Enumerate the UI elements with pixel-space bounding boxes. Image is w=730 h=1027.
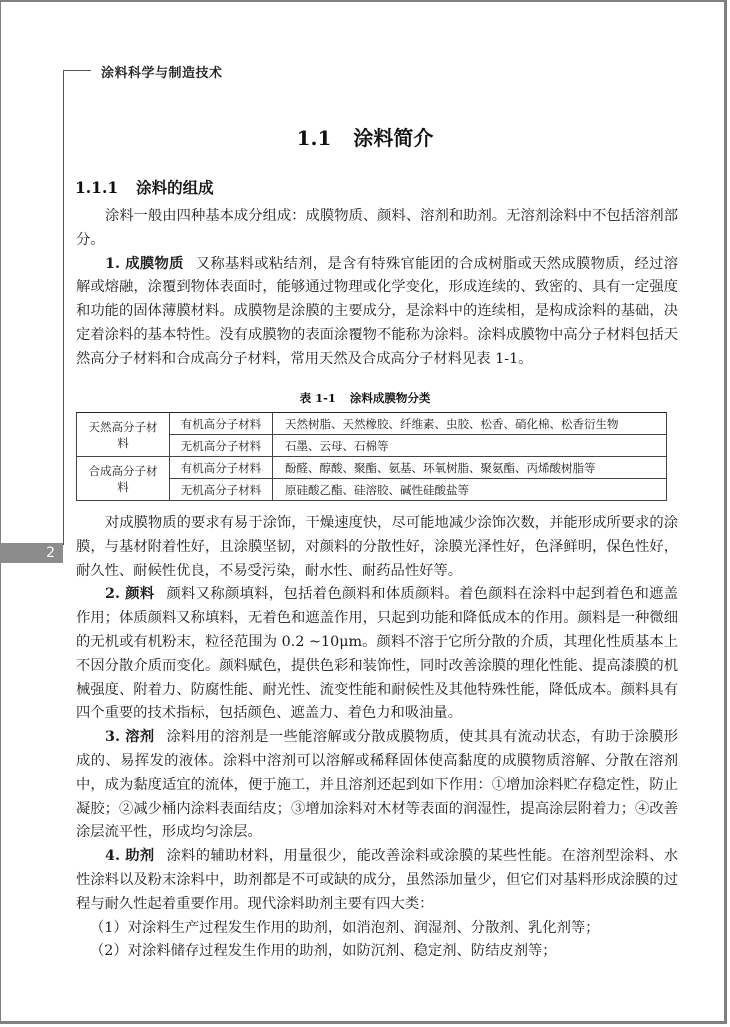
additive-list-item: （2）对涂料储存过程发生作用的助剂，如防沉剂、稳定剂、防结皮剂等； [90, 943, 557, 960]
table-examples-cell: 酚醛、醇酸、聚酯、氨基、环氧树脂、聚氨酯、丙烯酸树脂等 [273, 457, 667, 479]
solvent-heading: 3. 溶剂 [105, 729, 155, 746]
film-former-heading: 1. 成膜物质 [105, 255, 184, 272]
running-head: 涂料科学与制造技术 [101, 66, 223, 81]
intro-paragraph: 涂料一般由四种基本成分组成：成膜物质、颜料、溶剂和助剂。无溶剂涂料中不包括溶剂部分。 [76, 208, 678, 248]
header-rule-horizontal [63, 70, 91, 71]
table-row [77, 457, 667, 479]
film-former-text: 又称基料或粘结剂，是含有特殊官能团的合成树脂或天然成膜物质，经过溶解或熔融，涂覆到物体表面时，能够通过物理或化学变化，形成连续的、致密的、具有一定强度和功能的固体薄膜材料。成膜物是涂膜的主要成分，是涂料中的连续相，是构成涂料的基础，决定着涂料的基本特性。没有成膜物的表面涂覆物不能称为涂料。涂料成膜物中高分子材料包括天然高分子材料和合成高分子材料，常用天然及合成高分子材料见表 1-1。 [76, 255, 679, 367]
additive-list-item: （1）对涂料生产过程发生作用的助剂，如消泡剂、润湿剂、分散剂、乳化剂等； [90, 919, 600, 936]
table-caption-title: 涂料成膜物分类 [349, 391, 431, 405]
additive-heading: 4. 助剂 [105, 848, 155, 865]
table-examples-cell: 天然树脂、天然橡胶、纤维素、虫胶、松香、硝化棉、松香衍生物 [273, 413, 667, 435]
solvent-paragraph [76, 726, 678, 845]
solvent-text: 涂料用的溶剂是一些能溶解或分散成膜物质，使其具有流动状态，有助于涂膜形成的、易挥发的液体。涂料中溶剂可以溶解或稀释固体使高黏度的成膜物质溶解、分散在溶剂中，成为黏度适宜的流体，便于施工，并且溶剂还起到如下作用：①增加涂料贮存稳定性，防止凝胶；②减少桶内涂料表面结皮；③增加涂料对木材等表面的润湿性，提高涂层附着力；④改善涂层流平性，形成均匀涂层。 [76, 729, 678, 841]
table-caption [0, 390, 730, 406]
table-type-cell: 有机高分子材料 [170, 413, 273, 435]
film-requirements-paragraph: 对成膜物质的要求有易于涂饰，干燥速度快，尽可能地减少涂饰次数，并能形成所要求的涂膜，与基材附着性好，且涂膜坚韧，对颜料的分散性好，涂膜光泽性好，色泽鲜明，保色性好，耐久性、耐候性优良，不易受污染，耐水性、耐药品性好等。 [76, 515, 678, 579]
subsection-number: 1.1.1 [75, 178, 119, 197]
additive-text: 涂料的辅助材料，用量很少，能改善涂料或涂膜的某些性能。在溶剂型涂料、水性涂料以及粉末涂料中，助剂都是不可或缺的成分，虽然添加量少，但它们对基料形成涂膜的过程与耐久性起着重要作用。现代涂料助剂主要有四大类： [76, 848, 678, 912]
film-former-table [76, 412, 667, 501]
section-number: 1.1 [296, 126, 332, 150]
pigment-text: 颜料又称颜填料，包括着色颜料和体质颜料。着色颜料在涂料中起到着色和遮盖作用；体质颜料又称填料，无着色和遮盖作用，只起到功能和降低成本的作用。颜料是一种微细的无机或有机粉末，粒径范围为 0.2 ~10μm。颜料不溶于它所分散的介质，其理化性质基本上不因分散介质而变化。颜料赋色，提供色彩和装饰性，同时改善涂膜的理化性能、提高漆膜的机械强度、附着力、防腐性能、耐光性、流变性能和耐候性及其他特殊性能，降低成本。颜料具有四个重要的技术指标，包括颜色、遮盖力、着色力和吸油量。 [76, 586, 678, 722]
table-category-cell: 合成高分子材料 [77, 457, 170, 501]
body-text-bottom [76, 512, 678, 964]
additive-paragraph [76, 845, 678, 916]
section-title-text: 涂料简介 [353, 126, 434, 150]
section-title [0, 122, 730, 151]
table-examples-cell: 原硅酸乙酯、硅溶胶、碱性硅酸盐等 [273, 479, 667, 501]
table-type-cell: 无机高分子材料 [170, 435, 273, 457]
pigment-paragraph [76, 583, 678, 726]
table-examples-cell: 石墨、云母、石棉等 [273, 435, 667, 457]
table-category-cell: 天然高分子材料 [77, 413, 170, 457]
page-number-tab: 2 [0, 543, 63, 563]
table-row [77, 413, 667, 435]
subsection-title-text: 涂料的组成 [136, 178, 214, 197]
table-type-cell: 有机高分子材料 [170, 457, 273, 479]
subsection-title [75, 176, 214, 198]
body-text-top [76, 205, 678, 372]
table-caption-number: 表 1-1 [299, 391, 336, 405]
film-former-paragraph [76, 253, 678, 372]
pigment-heading: 2. 颜料 [105, 586, 155, 603]
table-type-cell: 无机高分子材料 [170, 479, 273, 501]
